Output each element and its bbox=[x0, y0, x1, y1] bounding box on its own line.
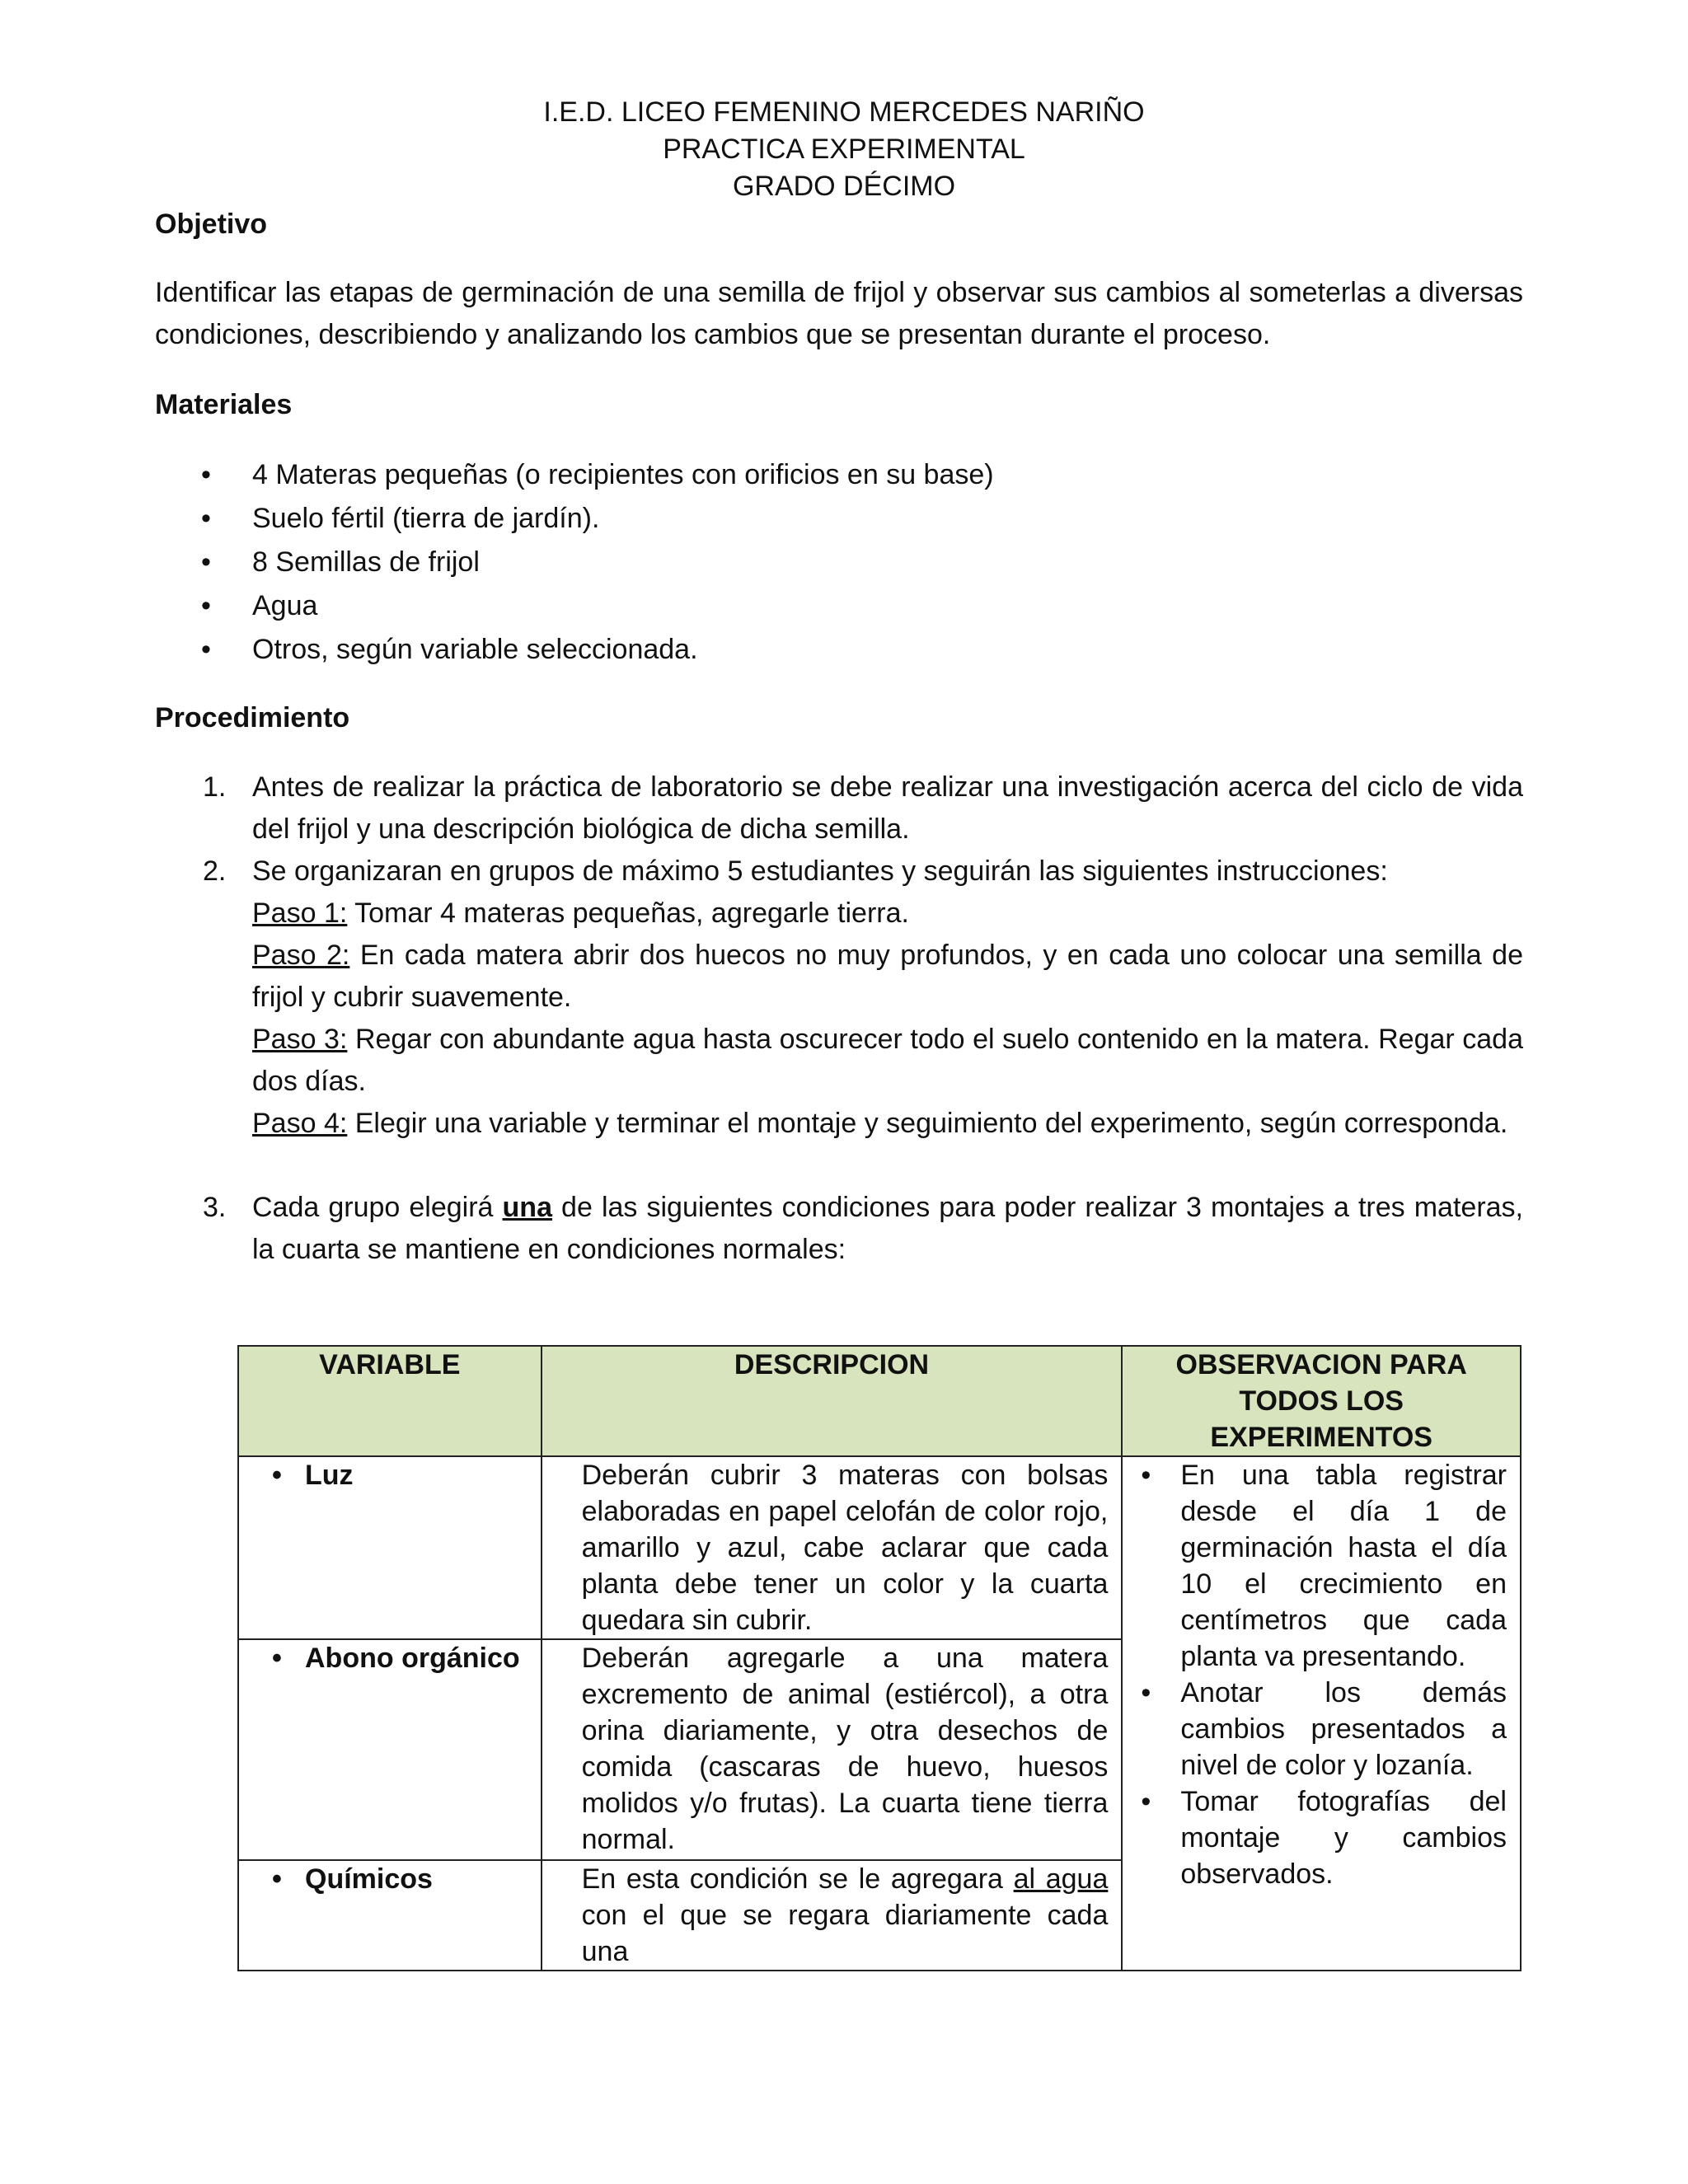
step-number: 2. bbox=[203, 855, 227, 887]
procedure-step-3 bbox=[195, 1187, 1523, 1271]
step-text: Antes de realizar la práctica de laboratorio se debe realizar una investigación acerca del ciclo de vida del frijol y una descripción biológica de dicha semilla. bbox=[252, 771, 1523, 845]
table-header-row bbox=[238, 1346, 1521, 1456]
paso-text: Regar con abundante agua hasta oscurecer todo el suelo contenido en la matera. Regar cada dos días. bbox=[252, 1024, 1523, 1097]
variable-cell bbox=[238, 1639, 542, 1860]
list-item: • Tomar fotografías del montaje y cambios observados. bbox=[1137, 1783, 1507, 1892]
step-number: 1. bbox=[203, 771, 227, 803]
paso-text: Tomar 4 materas pequeñas, agregarle tierra. bbox=[347, 898, 909, 929]
school-name: I.E.D. LICEO FEMENINO MERCEDES NARIÑO bbox=[543, 96, 1145, 128]
paso-2 bbox=[252, 935, 1523, 1019]
procedimiento-list bbox=[195, 766, 1523, 1271]
variable-cell bbox=[238, 1860, 542, 1971]
list-item: • Suelo fértil (tierra de jardín). bbox=[195, 497, 994, 541]
objetivo-title: Objetivo bbox=[155, 209, 268, 240]
descripcion-post: con el que se regara diariamente cada una bbox=[581, 1900, 1109, 1967]
observaciones-list bbox=[1137, 1457, 1507, 1892]
list-item: • 8 Semillas de frijol bbox=[195, 541, 994, 584]
procedimiento-title: Procedimiento bbox=[155, 702, 350, 733]
descripcion-cell bbox=[542, 1860, 1123, 1971]
paso-label: Paso 3: bbox=[252, 1024, 348, 1055]
step-text: Se organizaran en grupos de máximo 5 estudiantes y seguirán las siguientes instrucciones: bbox=[252, 855, 1388, 887]
bullet-icon: • bbox=[272, 1460, 282, 1491]
list-item: • Otros, según variable seleccionada. bbox=[195, 628, 994, 672]
paso-text: Elegir una variable y terminar el montaje y seguimiento del experimento, según corresponda. bbox=[347, 1108, 1508, 1139]
paso-text: En cada matera abrir dos huecos no muy profundos, y en cada uno colocar una semilla de frijol y cubrir suavemente. bbox=[252, 940, 1523, 1013]
grade-level: GRADO DÉCIMO bbox=[732, 171, 956, 202]
procedure-step-2 bbox=[195, 851, 1523, 1145]
variable-name: Luz bbox=[305, 1460, 354, 1491]
column-header-variable: VARIABLE bbox=[238, 1346, 542, 1456]
materiales-title: Materiales bbox=[155, 389, 293, 420]
descripcion-underlined: al agua bbox=[1013, 1863, 1109, 1895]
variable-name: Abono orgánico bbox=[305, 1643, 520, 1674]
step-text-emphasis: una bbox=[502, 1192, 552, 1223]
step-text-pre: Cada grupo elegirá bbox=[252, 1192, 503, 1223]
paso-3 bbox=[252, 1019, 1523, 1103]
step-number: 3. bbox=[203, 1192, 227, 1223]
paso-1 bbox=[252, 893, 1523, 935]
paso-label: Paso 1: bbox=[252, 898, 348, 929]
list-item: • 4 Materas pequeñas (o recipientes con orificios en su base) bbox=[195, 453, 994, 497]
column-header-observacion: OBSERVACION PARA TODOS LOS EXPERIMENTOS bbox=[1122, 1346, 1521, 1456]
bullet-icon: • bbox=[272, 1643, 282, 1674]
descripcion-pre: En esta condición se le agregara bbox=[581, 1863, 1014, 1895]
materiales-list bbox=[195, 453, 994, 672]
step-text-post: de las siguientes condiciones para poder realizar 3 montajes a tres materas, la cuarta se mantiene en condiciones normales: bbox=[252, 1192, 1523, 1265]
descripcion-cell: Deberán agregarle a una matera excremento de animal (estiércol), a otra orina diariamente, y otra desechos de comida (cascaras de huevo, huesos molidos y/o frutas). La cuarta tiene tierra normal. bbox=[542, 1639, 1123, 1860]
paso-4 bbox=[252, 1103, 1523, 1145]
document-type: PRACTICA EXPERIMENTAL bbox=[663, 134, 1025, 165]
descripcion-cell: Deberán cubrir 3 materas con bolsas elaboradas en papel celofán de color rojo, amarillo y azul, cabe aclarar que cada planta debe tener un color y la cuarta quedara sin cubrir. bbox=[542, 1456, 1123, 1639]
list-item: • En una tabla registrar desde el día 1 de germinación hasta el día 10 el crecimiento en centímetros que cada planta va presentando. bbox=[1137, 1457, 1507, 1675]
paso-label: Paso 2: bbox=[252, 940, 350, 971]
conditions-table bbox=[237, 1345, 1522, 1971]
variable-cell bbox=[238, 1456, 542, 1639]
variable-name: Químicos bbox=[305, 1863, 433, 1895]
list-item: • Agua bbox=[195, 584, 994, 628]
objetivo-text: Identificar las etapas de germinación de una semilla de frijol y observar sus cambios al someterlas a diversas condiciones, describiendo y analizando los cambios que se presentan durante el proceso. bbox=[155, 277, 1523, 350]
table-row bbox=[238, 1456, 1521, 1639]
procedure-step-1 bbox=[195, 766, 1523, 851]
bullet-icon: • bbox=[272, 1863, 282, 1895]
list-item: • Anotar los demás cambios presentados a nivel de color y lozanía. bbox=[1137, 1675, 1507, 1783]
observacion-cell bbox=[1122, 1456, 1521, 1971]
paso-label: Paso 4: bbox=[252, 1108, 348, 1139]
document-header bbox=[0, 94, 1688, 205]
column-header-descripcion: DESCRIPCION bbox=[542, 1346, 1123, 1456]
